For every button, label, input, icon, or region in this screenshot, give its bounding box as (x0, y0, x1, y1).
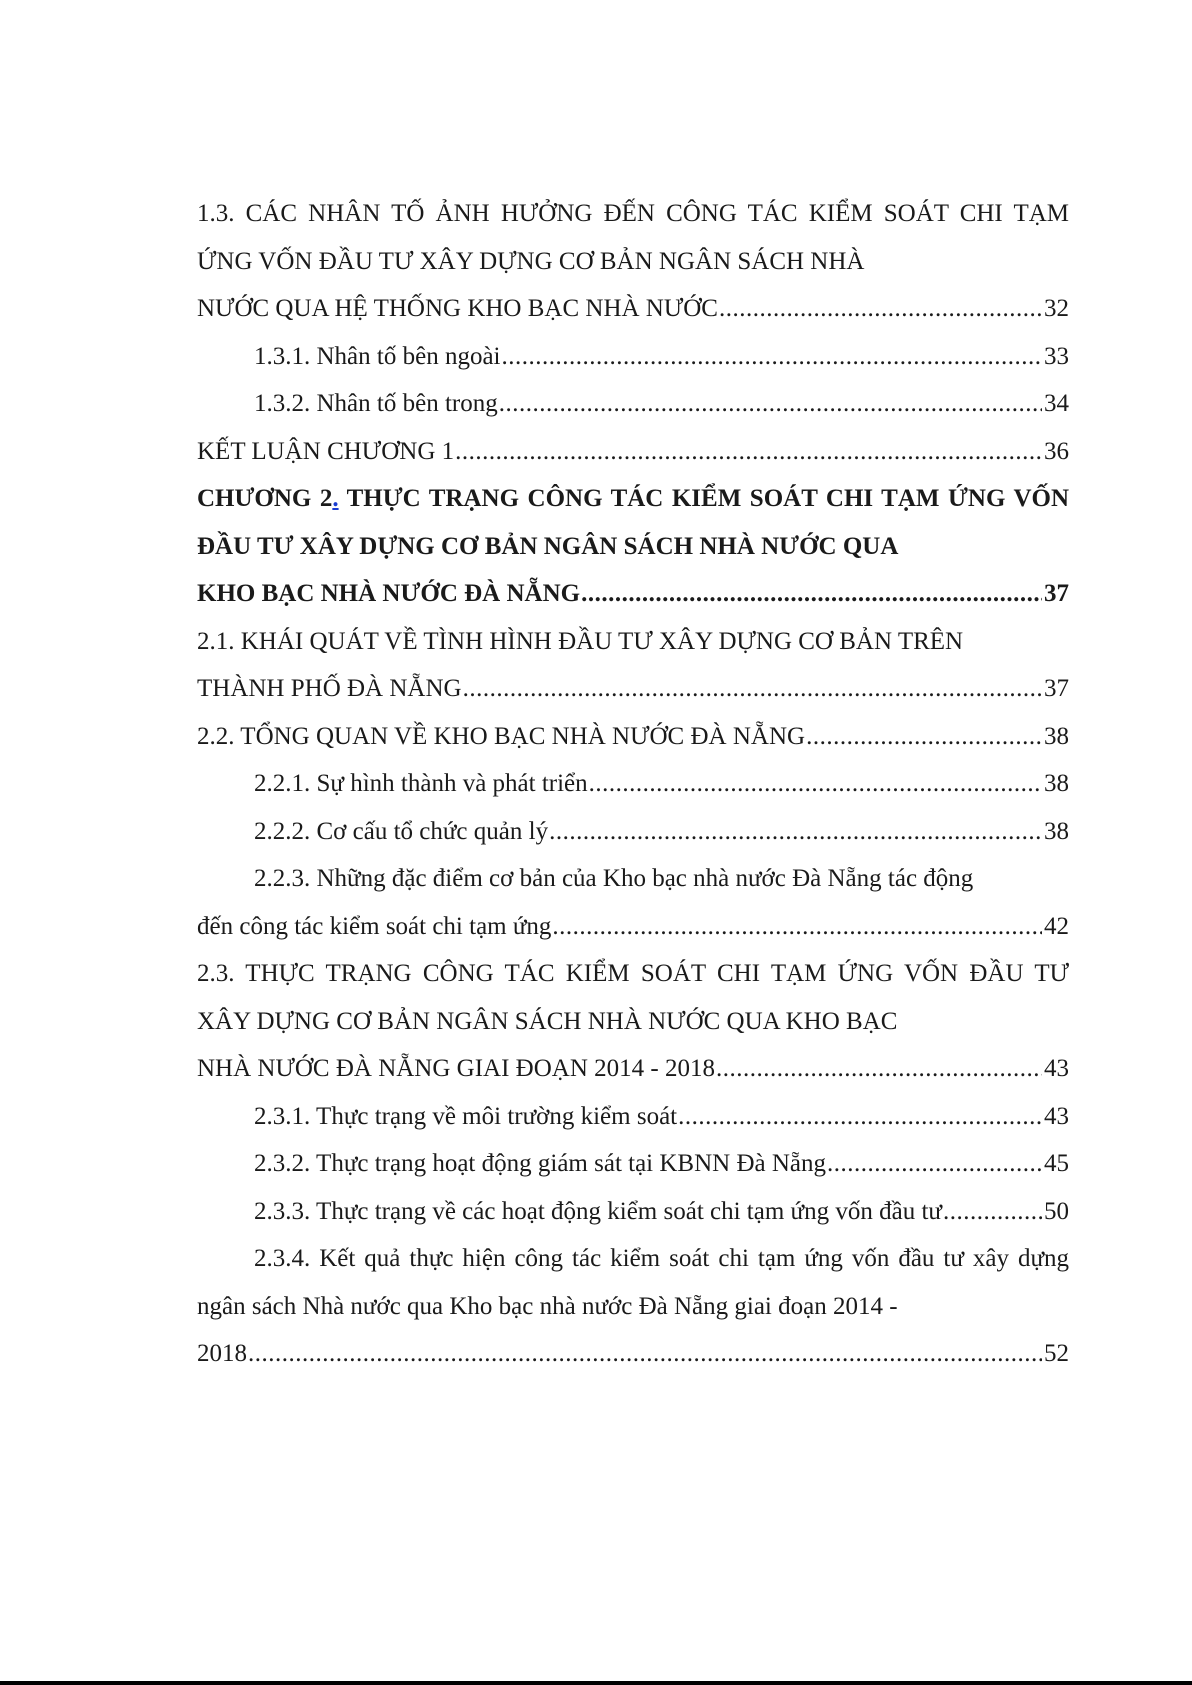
toc-entry-title-end: KHO BẠC NHÀ NƯỚC ĐÀ NẴNG (197, 580, 581, 607)
dot-leader (943, 1188, 1042, 1236)
toc-entry-text: 2.1. KHÁI QUÁT VỀ TÌNH HÌNH ĐẦU TƯ XÂY DỰNG CƠ BẢN TRÊN (197, 627, 964, 655)
dot-leader (248, 1330, 1042, 1378)
dot-leader (463, 665, 1042, 713)
toc-entry-2-3-2[interactable] (197, 1140, 1069, 1188)
page-number: 32 (1044, 295, 1069, 322)
table-of-contents (197, 190, 1069, 1378)
toc-entry-title: 2.2.1. Sự hình thành và phát triển (254, 770, 588, 797)
dot-leader (716, 1045, 1042, 1093)
toc-entry-2-2-1[interactable] (197, 760, 1069, 808)
toc-entry-last-line (197, 570, 1069, 618)
toc-entry-conclusion-1[interactable] (197, 428, 1069, 476)
toc-entry-title-end: đến công tác kiểm soát chi tạm ứng (197, 912, 552, 940)
toc-entry-2-3[interactable] (197, 950, 1069, 1093)
toc-entry-last-line (197, 903, 1069, 951)
toc-entry-text: 2.3.4. Kết quả thực hiện công tác kiểm soát chi tạm ứng vốn đầu tư xây dựng ngân sách Nhà nước qua Kho bạc nhà nước Đà Nẵng giai đoạn 2014 - (197, 1245, 1069, 1320)
dot-leader (455, 428, 1042, 476)
toc-entry-2-3-4[interactable] (197, 1235, 1069, 1378)
page-number: 50 (1044, 1197, 1069, 1225)
dot-leader (827, 1140, 1042, 1188)
dot-leader (589, 760, 1042, 808)
toc-entry-text: 1.3. CÁC NHÂN TỐ ẢNH HƯỞNG ĐẾN CÔNG TÁC KIỂM SOÁT CHI TẠM ỨNG VỐN ĐẦU TƯ XÂY DỰNG CƠ BẢN NGÂN SÁCH NHÀ (197, 200, 1069, 275)
toc-entry-title-end: NHÀ NƯỚC ĐÀ NẴNG GIAI ĐOẠN 2014 - 2018 (197, 1055, 715, 1082)
toc-entry-text: 2.2.3. Những đặc điểm cơ bản của Kho bạc nhà nước Đà Nẵng tác động (254, 865, 974, 892)
page-number: 43 (1044, 1102, 1069, 1130)
toc-entry-last-line (254, 1140, 1069, 1188)
toc-entry-title: 1.3.1. Nhân tố bên ngoài (254, 342, 501, 370)
toc-entry-title-end: 2018 (197, 1340, 247, 1367)
toc-entry-title-end: THÀNH PHỐ ĐÀ NẴNG (197, 675, 462, 702)
dot-leader (501, 333, 1042, 381)
toc-entry-title: 2.2.2. Cơ cấu tổ chức quản lý (254, 817, 549, 845)
page-number: 38 (1044, 770, 1069, 797)
page-number: 33 (1044, 342, 1069, 370)
toc-entry-last-line (197, 713, 1069, 761)
toc-entry-text: 2.3. THỰC TRẠNG CÔNG TÁC KIỂM SOÁT CHI TẠM ỨNG VỐN ĐẦU TƯ XÂY DỰNG CƠ BẢN NGÂN SÁCH NHÀ NƯỚC QUA KHO BẠC (197, 960, 1069, 1035)
toc-entry-2-3-1[interactable] (197, 1093, 1069, 1141)
page-number: 34 (1044, 390, 1069, 417)
chapter-title: THỰC TRẠNG CÔNG TÁC KIỂM SOÁT CHI TẠM ỨNG VỐN ĐẦU TƯ XÂY DỰNG CƠ BẢN NGÂN SÁCH NHÀ NƯỚC QUA (197, 485, 1069, 560)
toc-entry-1-3-2[interactable] (197, 380, 1069, 428)
toc-entry-last-line (254, 1093, 1069, 1141)
page-number: 37 (1044, 580, 1069, 607)
page-number: 36 (1044, 437, 1069, 465)
toc-entry-last-line (197, 1045, 1069, 1093)
toc-entry-title: 2.3.2. Thực trạng hoạt động giám sát tại KBNN Đà Nẵng (254, 1150, 827, 1177)
page-number: 52 (1044, 1340, 1069, 1367)
page-bottom-border (0, 1681, 1192, 1685)
toc-entry-1-3-1[interactable] (197, 333, 1069, 381)
toc-entry-2-2[interactable] (197, 713, 1069, 761)
toc-entry-text (197, 475, 1069, 570)
chapter-link[interactable]: . (332, 485, 339, 512)
toc-entry-last-line (197, 665, 1069, 713)
toc-entry-last-line (254, 760, 1069, 808)
toc-entry-1-3[interactable] (197, 190, 1069, 333)
toc-entry-last-line (197, 1330, 1069, 1378)
page-number: 37 (1044, 675, 1069, 702)
dot-leader (581, 570, 1042, 618)
dot-leader (719, 285, 1042, 333)
toc-entry-title: 2.3.1. Thực trạng về môi trường kiểm soát (254, 1102, 678, 1130)
toc-entry-title: 1.3.2. Nhân tố bên trong (254, 390, 498, 417)
dot-leader (678, 1093, 1042, 1141)
dot-leader (806, 713, 1042, 761)
toc-entry-last-line (197, 428, 1069, 476)
dot-leader (549, 808, 1042, 856)
dot-leader (499, 380, 1042, 428)
page-number: 38 (1044, 722, 1069, 750)
toc-entry-chapter-2[interactable] (197, 475, 1069, 618)
toc-entry-title: KẾT LUẬN CHƯƠNG 1 (197, 437, 455, 465)
toc-entry-last-line (254, 380, 1069, 428)
toc-entry-last-line (254, 1188, 1069, 1236)
toc-entry-last-line (254, 808, 1069, 856)
page-number: 38 (1044, 817, 1069, 845)
dot-leader (552, 903, 1042, 951)
toc-entry-2-2-2[interactable] (197, 808, 1069, 856)
toc-entry-title-end: NƯỚC QUA HỆ THỐNG KHO BẠC NHÀ NƯỚC (197, 295, 718, 322)
toc-entry-2-2-3[interactable] (197, 855, 1069, 950)
toc-entry-title: 2.3.3. Thực trạng về các hoạt động kiểm soát chi tạm ứng vốn đầu tư (254, 1197, 942, 1225)
toc-entry-title: 2.2. TỔNG QUAN VỀ KHO BẠC NHÀ NƯỚC ĐÀ NẴNG (197, 722, 806, 750)
toc-entry-last-line (254, 333, 1069, 381)
toc-entry-2-1[interactable] (197, 618, 1069, 713)
chapter-label: CHƯƠNG 2 (197, 485, 333, 512)
page-number: 45 (1044, 1150, 1069, 1177)
page-number: 43 (1044, 1055, 1069, 1082)
page-number: 42 (1044, 912, 1069, 940)
toc-entry-2-3-3[interactable] (197, 1188, 1069, 1236)
toc-entry-last-line (197, 285, 1069, 333)
